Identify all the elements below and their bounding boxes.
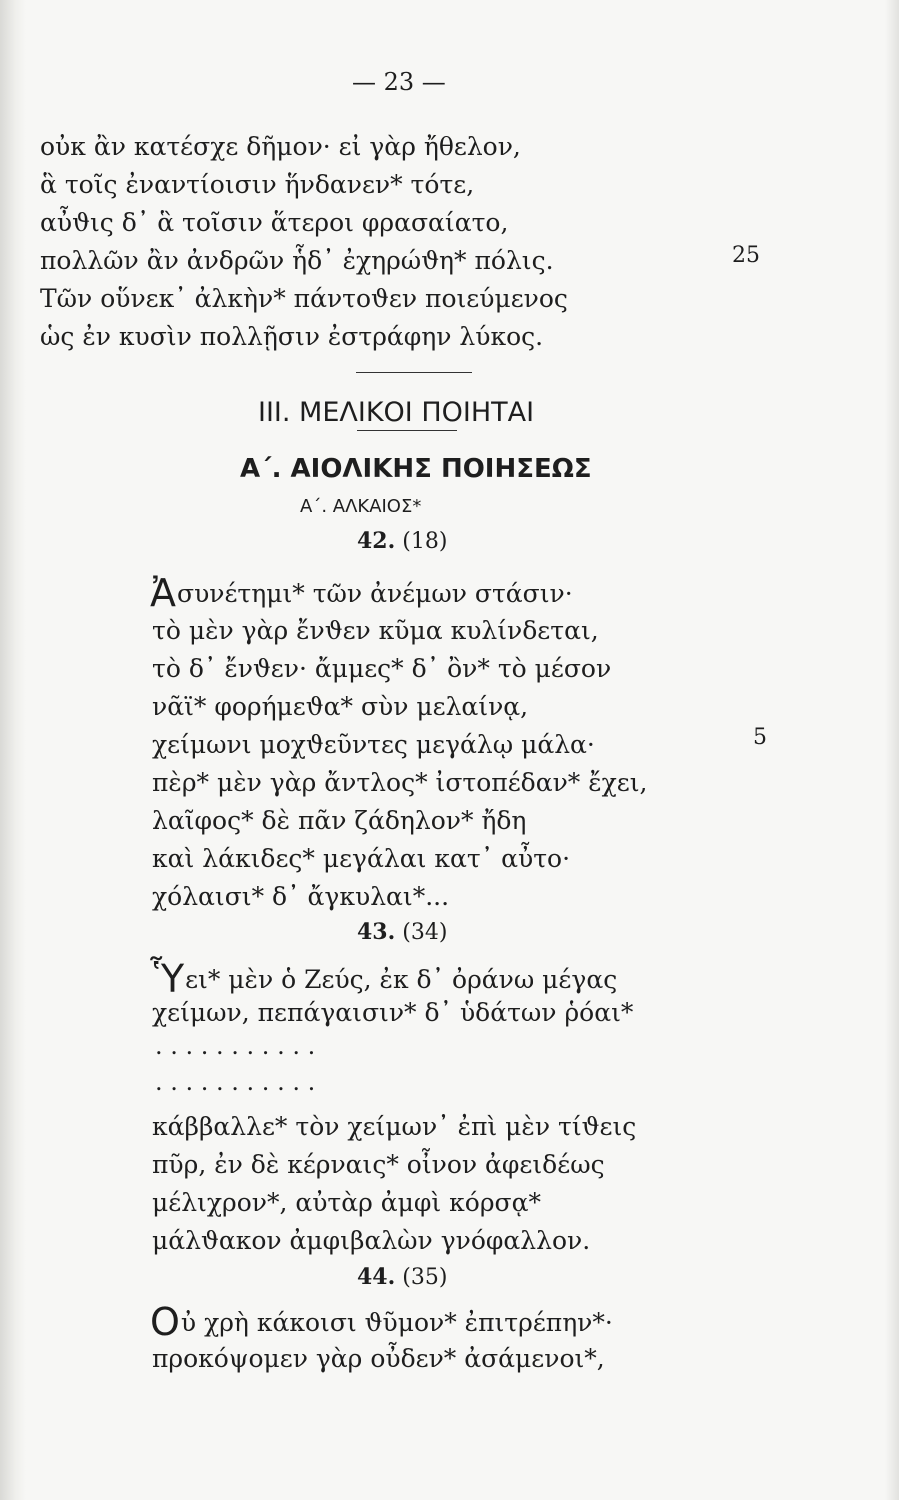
verse-line: πολλῶν ἂν ἀνδρῶν ἧδ᾽ ἐχηρώϑη* πόλις. <box>40 246 554 275</box>
verse-line: καὶ λάκιδες* μεγάλαι κατ᾽ αὖτο· <box>152 844 571 873</box>
verse-line-first <box>150 571 573 615</box>
fragment-source: (34) <box>402 920 448 945</box>
verse-line: τὸ μὲν γὰρ ἔνϑεν κῦμα κυλίνδεται, <box>152 616 599 645</box>
verse-line: χείμων, πεπάγαισιν* δ᾽ ὑδάτων ῥόαι* <box>152 998 634 1027</box>
subsection-title: Α΄. ΑΙΟΛΙΚΗΣ ΠΟΙΗΣΕΩΣ <box>240 454 592 484</box>
verse-line-first <box>150 957 618 1001</box>
ellipsis-row: . . . . . . . . . . . <box>155 1032 316 1060</box>
fragment-number-value: 44. <box>357 1264 396 1290</box>
fragment-number-value: 43. <box>357 919 396 945</box>
verse-line: τὸ δ᾽ ἔνϑεν· ἄμμες* δ᾽ ὂν* τὸ μέσον <box>152 654 612 683</box>
verse-line: προκόψομεν γὰρ οὖδεν* ἀσάμενοι*, <box>152 1344 605 1373</box>
page-gutter-shadow <box>0 0 26 1500</box>
page-edge-shadow <box>885 0 899 1500</box>
verse-line: οὐκ ἂν κατέσχε δῆμον· εἰ γὰρ ἤθελον, <box>40 132 521 161</box>
verse-line: νᾶϊ* φορήμεϑα* σὺν μελαίνᾳ, <box>152 692 529 721</box>
line-number: 25 <box>732 243 760 268</box>
verse-line: κάββαλλε* τὸν χείμων᾽ ἐπὶ μὲν τίϑεις <box>152 1112 637 1141</box>
verse-line: χείμωνι μοχϑεῦντες μεγάλῳ μάλα· <box>152 730 595 759</box>
verse-line-rest: συνέτημι* τῶν ἀνέμων στάσιν· <box>177 579 573 608</box>
verse-line: χόλαισι* δ᾽ ἄγκυλαι*... <box>152 882 450 911</box>
verse-line-rest: ει* μὲν ὁ Ζεύς, ἐκ δ᾽ ὀράνω μέγας <box>185 965 618 994</box>
drop-cap: Ὗ <box>150 957 185 1001</box>
verse-line: μάλϑακον ἀμφιβαλὼν γνόφαλλον. <box>152 1226 591 1255</box>
verse-line: Τῶν οὕνεκ᾽ ἀλκὴν* πάντοϑεν ποιεύμενος <box>40 284 568 313</box>
fragment-source: (35) <box>402 1265 448 1290</box>
line-number: 5 <box>753 725 767 750</box>
heading-underline <box>357 430 457 431</box>
verse-line: πῦρ, ἐν δὲ κέρναις* οἶνον ἀφειδέως <box>152 1150 605 1179</box>
section-title: III. ΜΕΛΙΚΟΙ ΠΟΙΗΤΑΙ <box>258 397 535 428</box>
fragment-number <box>357 528 447 554</box>
verse-line: λαῖφος* δὲ πᾶν ζάδηλον* ἤδη <box>152 806 527 835</box>
fragment-source: (18) <box>402 529 448 554</box>
section-divider <box>356 372 472 373</box>
fragment-number-value: 42. <box>357 528 396 554</box>
page-number: — 23 — <box>352 68 446 96</box>
author-title: Α΄. ΑΛΚΑΙΟΣ* <box>300 496 422 517</box>
drop-cap: Ἀ <box>150 571 176 615</box>
fragment-number <box>357 919 447 945</box>
verse-line: αὖϑις δ᾽ ἃ τοῖσιν ἅτεροι φρασαίατο, <box>40 208 509 237</box>
verse-line-first <box>150 1300 613 1344</box>
verse-line: μέλιχρον*, αὐτὰρ ἀμφὶ κόρσᾳ* <box>152 1188 541 1217</box>
verse-line: ὡς ἐν κυσὶν πολλῇσιν ἐστράφην λύκος. <box>40 322 544 351</box>
verse-line-rest: ὐ χρὴ κάκοισι ϑῦμον* ἐπιτρέπην*· <box>180 1308 613 1337</box>
verse-line: πὲρ* μὲν γὰρ ἄντλος* ἰστοπέδαν* ἔχει, <box>152 768 648 797</box>
drop-cap: Ο <box>150 1300 180 1344</box>
fragment-number <box>357 1264 447 1290</box>
verse-line: ἃ τοῖς ἐναντίοισιν ἥνδανεν* τότε, <box>40 170 475 199</box>
ellipsis-row: . . . . . . . . . . . <box>155 1068 316 1096</box>
